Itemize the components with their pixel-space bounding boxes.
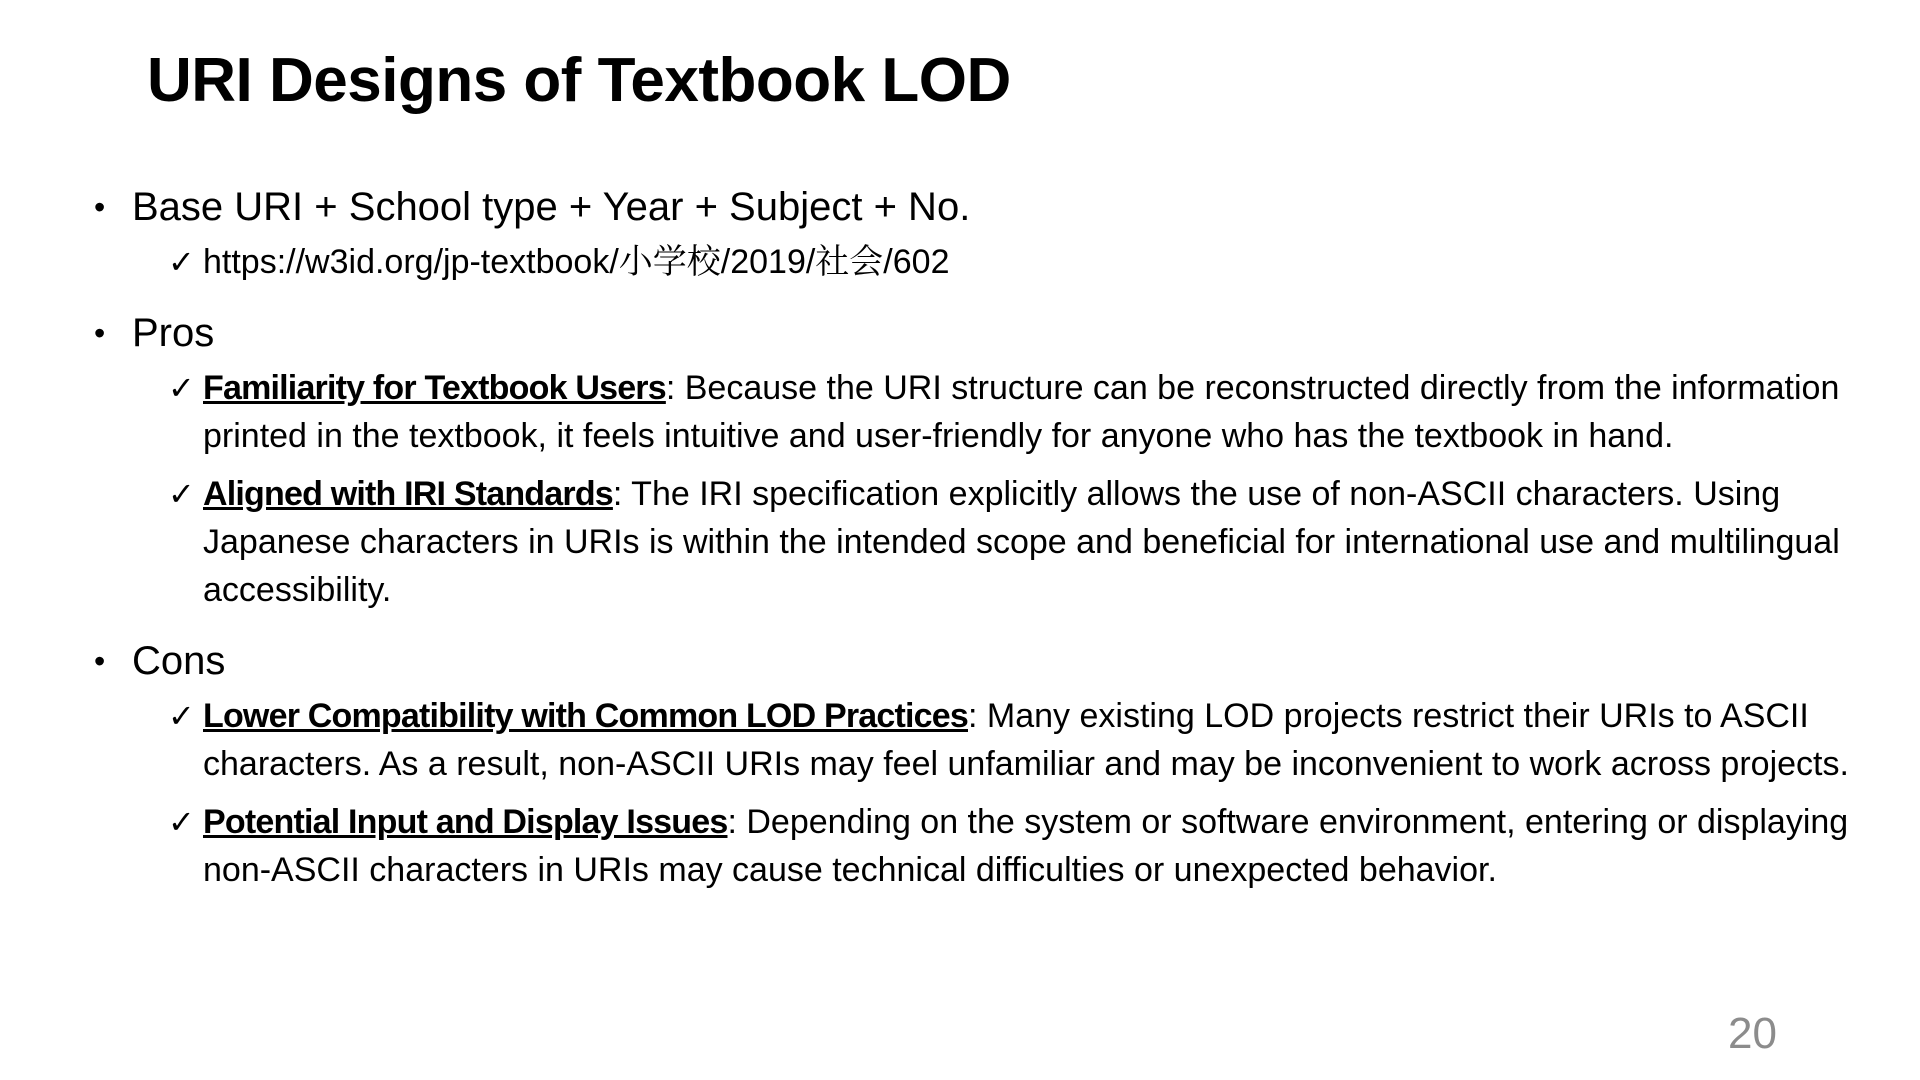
term-label: Aligned with IRI Standards	[203, 475, 613, 513]
bullet-icon: •	[94, 643, 106, 679]
bullet-text: Base URI + School type + Year + Subject + No.	[132, 185, 971, 229]
term-label: Familiarity for Textbook Users	[203, 369, 666, 407]
slide-content	[92, 180, 1872, 914]
bullet-text: Pros	[132, 311, 215, 355]
sub-item-input-display	[92, 798, 1872, 894]
sub-item-familiarity	[92, 364, 1872, 460]
section-cons	[92, 634, 1872, 894]
sub-list	[92, 364, 1872, 614]
section-uri-pattern	[92, 180, 1872, 286]
bullet-icon: •	[94, 189, 106, 225]
bullet-heading	[92, 180, 1872, 234]
term-description: : Many existing LOD projects restrict their URIs to ASCII characters. As a result, non-ASCII URIs may feel unfamiliar and may be inconvenient to work across projects.	[203, 697, 1849, 783]
bullet-icon: •	[94, 315, 106, 351]
checkmark-icon: ✓	[168, 243, 195, 281]
checkmark-icon: ✓	[168, 369, 195, 407]
sub-list	[92, 692, 1872, 894]
term-description: : The IRI specification explicitly allows the use of non-ASCII characters. Using Japanese characters in URIs is within the intended scope and beneficial for international use and multilingual accessibility.	[203, 475, 1840, 609]
sub-item-compatibility	[92, 692, 1872, 788]
checkmark-icon: ✓	[168, 697, 195, 735]
example-uri-text: https://w3id.org/jp-textbook/小学校/2019/社会/602	[203, 243, 950, 281]
term-label: Potential Input and Display Issues	[203, 803, 728, 841]
bullet-heading	[92, 306, 1872, 360]
term-description: : Because the URI structure can be reconstructed directly from the information printed in the textbook, it feels intuitive and user-friendly for anyone who has the textbook in hand.	[203, 369, 1840, 455]
term-description: : Depending on the system or software environment, entering or displaying non-ASCII characters in URIs may cause technical difficulties or unexpected behavior.	[203, 803, 1849, 889]
slide-title: URI Designs of Textbook LOD	[147, 46, 1011, 115]
checkmark-icon: ✓	[168, 475, 195, 513]
page-number: 20	[1728, 1009, 1777, 1058]
bullet-heading	[92, 634, 1872, 688]
bullet-text: Cons	[132, 639, 226, 683]
section-pros	[92, 306, 1872, 614]
sub-list	[92, 238, 1872, 286]
sub-item-iri-standards	[92, 470, 1872, 614]
term-label: Lower Compatibility with Common LOD Practices	[203, 697, 968, 735]
sub-item-example-uri	[92, 238, 1872, 286]
checkmark-icon: ✓	[168, 803, 195, 841]
